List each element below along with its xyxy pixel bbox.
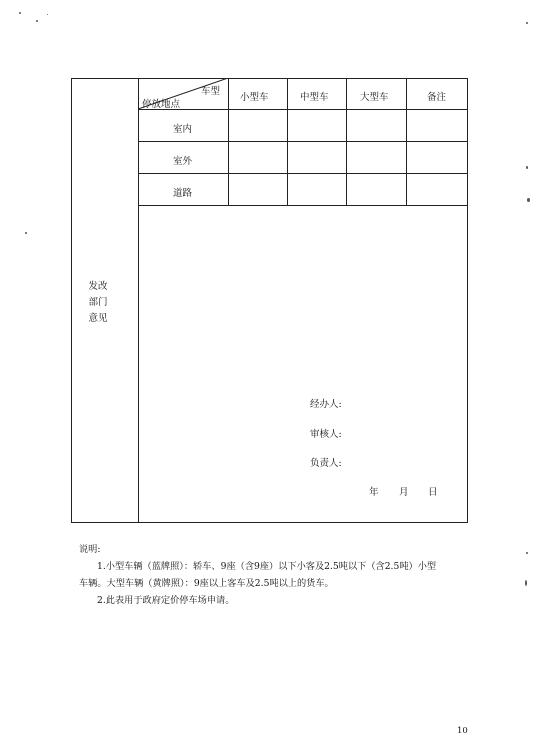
- scan-speck: [525, 580, 527, 586]
- page-number: 10: [457, 726, 468, 736]
- column-header-medium-vehicle: 中型车: [300, 92, 329, 103]
- row-label-road: 道路: [173, 188, 193, 199]
- dept-opinion-line: 部门: [88, 297, 108, 308]
- scan-speck: [527, 198, 530, 202]
- grid-line: [138, 141, 468, 142]
- scan-speck: [526, 552, 528, 554]
- date-day-label: 日: [428, 487, 438, 498]
- scan-speck: [526, 166, 528, 169]
- grid-line: [346, 78, 347, 206]
- row-label-indoor: 室内: [173, 124, 193, 135]
- date-month-label: 月: [399, 487, 409, 498]
- grid-line: [138, 173, 468, 174]
- notes-line: 2.此表用于政府定价停车场申请。: [97, 595, 235, 606]
- dept-column-divider: [138, 78, 139, 523]
- header-parking-location: 停放地点: [142, 99, 181, 110]
- handler-label: 经办人:: [310, 399, 342, 410]
- notes-line: 1.小型车辆（蓝牌照）：轿车、9座（含9座）以下小客及2.5吨以下（含2.5吨）小型: [97, 561, 437, 572]
- scan-speck: [47, 14, 48, 15]
- grid-line: [406, 78, 407, 206]
- column-header-small-vehicle: 小型车: [240, 92, 269, 103]
- dept-opinion-line: 意见: [88, 313, 108, 324]
- grid-line: [287, 78, 288, 206]
- header-vehicle-type: 车型: [201, 86, 221, 97]
- dept-opinion-label: [83, 279, 113, 327]
- column-header-remarks: 备注: [427, 92, 447, 103]
- grid-line: [138, 205, 468, 206]
- row-label-outdoor: 室外: [173, 156, 193, 167]
- application-table: [71, 78, 468, 523]
- dept-opinion-line: 发改: [88, 281, 108, 292]
- column-header-large-vehicle: 大型车: [360, 92, 389, 103]
- scan-speck: [36, 20, 38, 22]
- responsible-label: 负责人:: [310, 458, 342, 469]
- notes-line: 车辆。大型车辆（黄牌照）：9座以上客车及2.5吨以上的货车。: [79, 578, 334, 589]
- scan-speck: [19, 12, 21, 14]
- notes-section: [79, 541, 474, 609]
- reviewer-label: 审核人:: [310, 429, 342, 440]
- scan-speck: [25, 232, 27, 234]
- notes-title: 说明:: [79, 544, 101, 555]
- date-year-label: 年: [369, 487, 379, 498]
- scan-speck: [526, 22, 528, 24]
